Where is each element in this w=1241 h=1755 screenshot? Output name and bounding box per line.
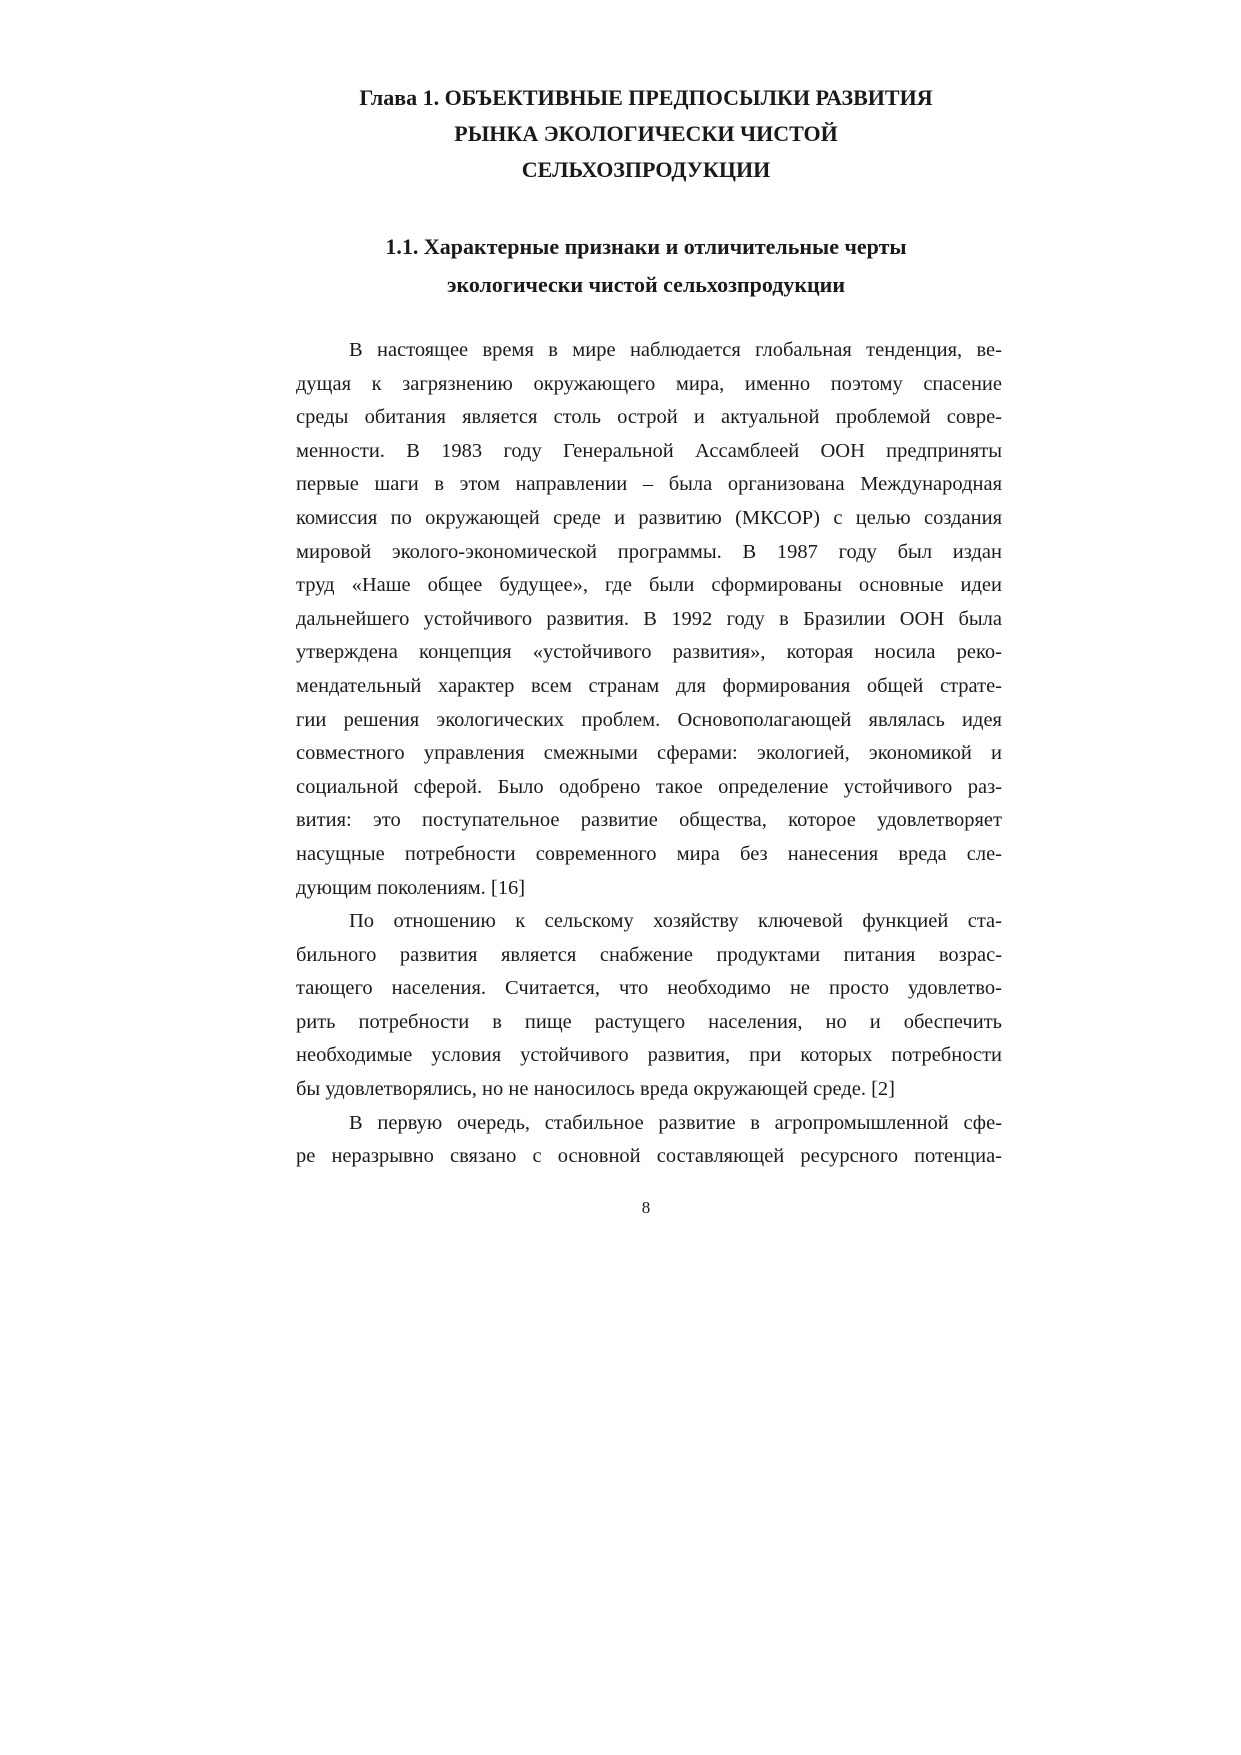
text-line: вития: это поступательное развитие общества, которое удовлетворяет [296,809,1002,832]
paragraph [296,905,1002,1107]
text-line: гии решения экологических проблем. Основополагающей являлась идея [296,708,1002,731]
text-line: необходимые условия устойчивого развития, при которых потребности [296,1044,1002,1067]
paragraph [296,1107,1002,1174]
text-line: ре неразрывно связано с основной составляющей ресурсного потенциа- [296,1145,1002,1168]
chapter-title [296,80,996,188]
text-line: бильного развития является снабжение продуктами питания возрас- [296,943,1002,966]
text-line: менности. В 1983 году Генеральной Ассамблеей ООН предприняты [296,439,1002,462]
text-line: социальной сферой. Было одобрено такое определение устойчивого раз- [296,775,1002,798]
text-line: рить потребности в пище растущего населения, но и обеспечить [296,1010,1002,1033]
section-title [296,228,996,304]
body-text [296,334,1002,1174]
text-line: дущая к загрязнению окружающего мира, именно поэтому спасение [296,372,1002,395]
chapter-title-line: Глава 1. ОБЪЕКТИВНЫЕ ПРЕДПОСЫЛКИ РАЗВИТИЯ [359,85,933,110]
text-line: тающего населения. Считается, что необходимо не просто удовлетво- [296,977,1002,1000]
text-line: комиссия по окружающей среде и развитию (МКСОР) с целью создания [296,506,1002,529]
text-line: насущные потребности современного мира без нанесения вреда сле- [296,842,1002,865]
text-line: В настоящее время в мире наблюдается глобальная тенденция, ве- [349,339,1002,361]
chapter-title-line: РЫНКА ЭКОЛОГИЧЕСКИ ЧИСТОЙ [454,121,838,146]
section-title-line: 1.1. Характерные признаки и отличительные черты [385,234,907,259]
paragraph [296,334,1002,905]
text-line: По отношению к сельскому хозяйству ключевой функцией ста- [349,910,1002,933]
text-line: труд «Наше общее будущее», где были сформированы основные идеи [296,574,1002,597]
text-line: утверждена концепция «устойчивого развития», которая носила реко- [296,641,1002,664]
text-line: среды обитания является столь острой и актуальной проблемой совре- [296,406,1002,429]
page-number: 8 [641,1198,651,1217]
text-line: дальнейшего устойчивого развития. В 1992 году в Бразилии ООН была [296,607,1002,630]
text-line: первые шаги в этом направлении – была организована Международная [296,473,1002,496]
chapter-title-line: СЕЛЬХОЗПРОДУКЦИИ [521,157,771,182]
section-title-line: экологически чистой сельхозпродукции [446,272,846,297]
text-line: мировой эколого-экономической программы. В 1987 году был издан [296,540,1002,563]
text-line: В первую очередь, стабильное развитие в агропромышленной сфе- [349,1111,1002,1134]
text-line: мендательный характер всем странам для формирования общей страте- [296,674,1002,697]
text-line: бы удовлетворялись, но не наносилось вреда окружающей среде. [2] [296,1078,896,1101]
text-line: совместного управления смежными сферами: экологией, экономикой и [296,742,1002,765]
text-line: дующим поколениям. [16] [296,876,526,899]
